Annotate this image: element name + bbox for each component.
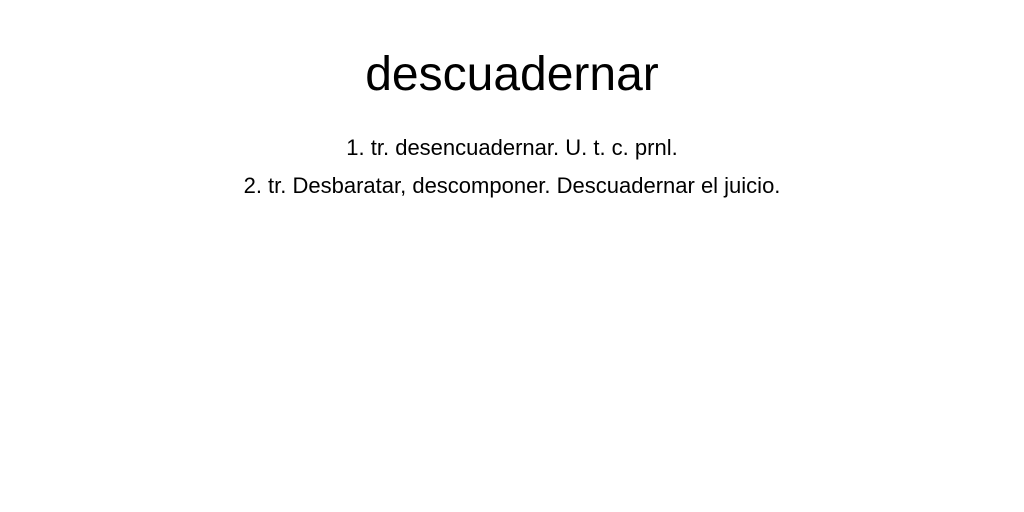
definition-2: 2. tr. Desbaratar, descomponer. Descuadernar el juicio. (243, 173, 781, 198)
definition-1: 1. tr. desencuadernar. U. t. c. prnl. (346, 135, 678, 160)
definition-list (0, 129, 1024, 205)
headword: descuadernar (365, 48, 659, 101)
